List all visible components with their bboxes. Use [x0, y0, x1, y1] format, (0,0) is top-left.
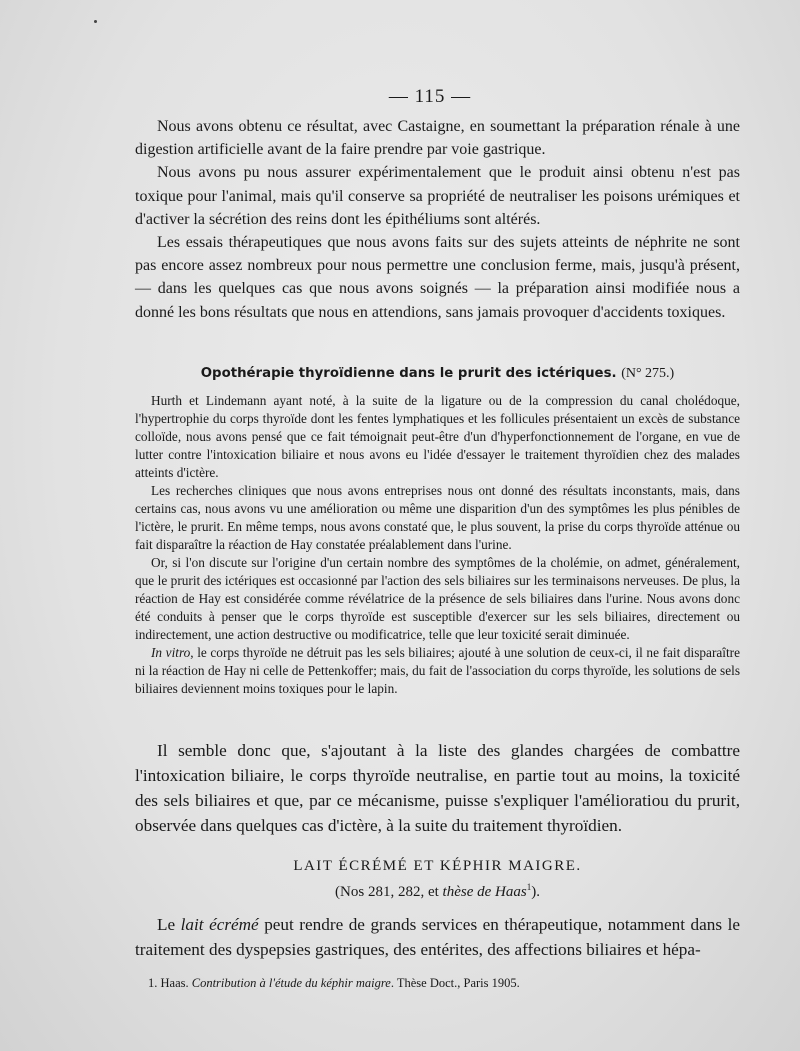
lait-p1-start: Le	[157, 915, 181, 934]
footnote-italic: Contribution à l'étude du képhir maigre	[191, 976, 391, 990]
intro-paragraph-3: Les essais thérapeutiques que nous avons faits sur des sujets atteints de néphrite ne sont pas encore assez nombreux pour nous permettre une conclusion ferme, mais, jusqu'à présent, — dans les quelques cas que nous avons soignés — la préparation ainsi modifiée nous a donné les bons résultats que nous en attendions, sans jamais provoquer d'accidents toxiques.	[135, 234, 740, 321]
footnote-marker: 1	[526, 882, 532, 892]
section-title-lait: LAIT ÉCRÉMÉ ET KÉPHIR MAIGRE.	[293, 858, 582, 874]
lait-paragraph-1	[135, 912, 740, 962]
lait-p1-rest: peut rendre de grands services en thérapeutique, notamment dans le traitement des dyspepsies gastriques, des entérites, des affections biliaires et hépa-	[135, 915, 740, 959]
thyroid-paragraph-1: Hurth et Lindemann ayant noté, à la suite de la ligature ou de la compression du canal cholédoque, l'hypertrophie du corps thyroïde dont les fentes lymphatiques et les follicules présentaient un excès de substance colloïde, nous avons pensé que ce fait témoignait peut-être d'un d'hyperfonctionnement de l'organe, en vue de lutter contre l'intoxication biliaire et nous avons eu l'idée d'essayer le traitement thyroïdien chez des malades atteints d'ictère.	[135, 393, 740, 480]
lait-ecreme-italic: lait écrémé	[180, 915, 259, 934]
ref-lait-italic: thèse de Haas	[442, 884, 527, 900]
ref-lait-end: ).	[531, 884, 540, 900]
intro-block	[135, 115, 740, 324]
thyroid-conclusion-block	[135, 738, 740, 838]
section-ref-thyroid: (N° 275.)	[621, 366, 675, 381]
thyroid-conclusion: Il semble donc que, s'ajoutant à la liste des glandes chargées de combattre l'intoxication biliaire, le corps thyroïde neutralise, en partie tout au moins, la toxicité des sels biliaires et que, par ce mécanisme, puisse s'expliquer l'amélioratiou du prurit, observée dans quelques cas d'ictère, à la suite du traitement thyroïdien.	[135, 741, 740, 835]
footnote-start: 1. Haas.	[148, 976, 192, 990]
section-ref-lait	[135, 884, 740, 901]
section-heading-thyroid	[135, 366, 740, 382]
thyroid-paragraph-2: Les recherches cliniques que nous avons entreprises nous ont donné des résultats inconstants, mais, dans certains cas, nous avons vu une amélioration ou même une disparition d'un des symptômes les plus pénibles de l'ictère, le prurit. En même temps, nous avons constaté que, le plus souvent, la prise du corps thyroïde atténue ou fait disparaître la réaction de Hay constatée préalablement dans l'urine.	[135, 483, 740, 552]
intro-paragraph-1: Nous avons obtenu ce résultat, avec Castaigne, en soumettant la préparation rénale à une digestion artificielle avant de la faire prendre par voie gastrique.	[135, 118, 740, 159]
thyroid-paragraph-4-text: , le corps thyroïde ne détruit pas les sels biliaires; ajouté à une solution de ceux-ci, il ne fait disparaître ni la réaction de Hay ni celle de Pettenkoffer; mais, du fait de l'association du corps thyroïde, les solutions de sels biliaires deviennent moins toxiques pour le lapin.	[135, 645, 740, 696]
page-number: — 115 —	[388, 86, 472, 107]
in-vitro-italic: In vitro	[151, 645, 191, 660]
thyroid-paragraph-3: Or, si l'on discute sur l'origine d'un certain nombre des symptômes de la cholémie, on admet, généralement, que le prurit des ictériques est occasionné par l'action des sels biliaires sur les terminaisons nerveuses. De plus, la réaction de Hay est considérée comme révélatrice de la présence de sels biliaires dans l'urine. Nous avons donc été conduits à penser que le corps thyroïde est susceptible d'exercer sur les sels biliaires, directement ou indirectement, une action destructive ou modificatrice, telle que leur toxicité serait diminuée.	[135, 555, 740, 642]
lait-block	[135, 912, 740, 962]
section-title-thyroid: Opothérapie thyroïdienne dans le prurit des ictériques.	[200, 366, 617, 381]
ref-lait-start: (Nos 281, 282, et	[335, 884, 443, 900]
thyroid-small-text	[135, 392, 740, 698]
thyroid-paragraph-4	[135, 644, 740, 698]
intro-paragraph-2: Nous avons pu nous assurer expérimentalement que le produit ainsi obtenu n'est pas toxique pour l'animal, mais qu'il conserve sa propriété de neutraliser les poisons urémiques et d'activer la sécrétion des reins dont les épithéliums sont altérés.	[135, 164, 740, 228]
footnote	[148, 976, 748, 991]
ink-speck	[94, 20, 97, 23]
footnote-end: . Thèse Doct., Paris 1905.	[390, 976, 520, 990]
